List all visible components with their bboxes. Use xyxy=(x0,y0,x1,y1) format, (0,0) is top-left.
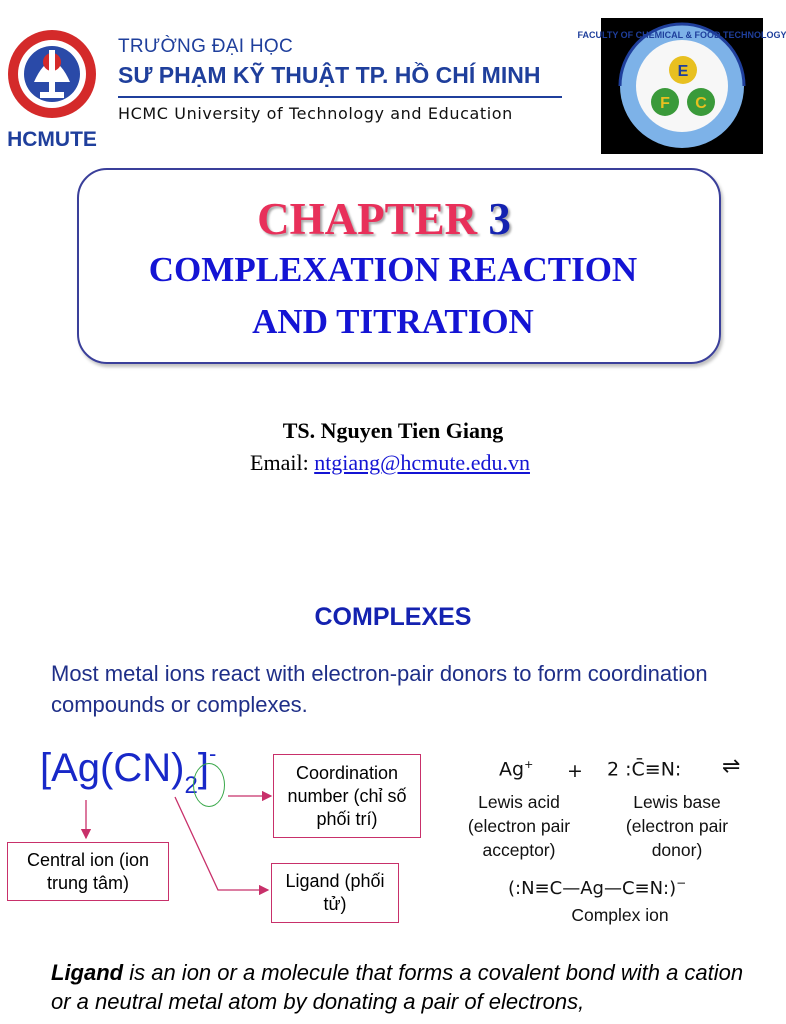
university-line1: TRƯỜNG ĐẠI HỌC xyxy=(118,36,293,57)
reaction-plus: + xyxy=(567,760,583,782)
central-ion-box xyxy=(7,842,169,901)
email-link[interactable]: ntgiang@hcmute.edu.vn xyxy=(314,450,530,475)
author-name: TS. Nguyen Tien Giang xyxy=(282,418,504,443)
lewis-base-label: Lewis base (electron pair donor) xyxy=(625,792,729,860)
section-title: COMPLEXES xyxy=(314,603,472,631)
hcmute-logo xyxy=(4,22,100,150)
svg-text:HCMUTE: HCMUTE xyxy=(7,128,97,151)
ligand-box xyxy=(271,863,399,923)
chapter-title-line2: AND TITRATION xyxy=(252,302,534,341)
definition-text: is an ion or a molecule that forms a covalent bond with a cation or a neutral metal atom by donating a pair of electrons, xyxy=(51,960,744,1014)
arrow-to-ligand xyxy=(175,797,268,890)
svg-text:E: E xyxy=(677,63,689,80)
university-english-name: HCMC University of Technology and Education xyxy=(118,104,513,123)
reaction-silver-ion: Ag+ xyxy=(499,758,534,781)
coordination-number-box xyxy=(273,754,421,838)
email-label: Email: xyxy=(250,450,309,475)
lewis-acid-label: Lewis acid (electron pair acceptor) xyxy=(467,792,571,860)
formula-charge: - xyxy=(208,741,217,766)
complex-ion-formula: (:N≡C—Ag—C≡N:)− xyxy=(508,876,687,899)
ligand-label: Ligand (phối tử) xyxy=(285,871,385,914)
coordination-number-label: Coordination number (chỉ số phối trí) xyxy=(287,762,407,829)
complex-ion-label: Complex ion xyxy=(571,905,669,925)
chapter-label: CHAPTER xyxy=(257,194,478,244)
formula-main: [Ag(CN) xyxy=(40,746,185,790)
chapter-number: 3 xyxy=(488,194,511,244)
intro-paragraph: Most metal ions react with electron-pair donors to form coordination compounds or complexes. xyxy=(51,661,708,717)
chapter-heading xyxy=(0,193,768,245)
author-email-line xyxy=(0,450,780,476)
svg-text:FACULTY OF CHEMICAL & FOOD TEC: FACULTY OF CHEMICAL & FOOD TECHNOLOGY xyxy=(577,30,786,40)
central-ion-label: Central ion (ion trung tâm) xyxy=(26,849,150,893)
chapter-title-line1: COMPLEXATION REACTION xyxy=(148,250,638,289)
svg-text:C: C xyxy=(695,95,707,112)
subscript-highlight-circle xyxy=(193,763,225,807)
faculty-logo xyxy=(577,18,786,154)
ligand-definition xyxy=(51,958,751,1016)
header-divider xyxy=(118,96,562,98)
equilibrium-arrow-icon: ⇌ xyxy=(722,754,741,779)
complex-formula xyxy=(40,741,217,799)
formula-subscript: 2 xyxy=(184,772,198,799)
reaction-cyanide: 2 :C̄≡N: xyxy=(607,758,682,781)
svg-text:F: F xyxy=(660,95,670,112)
university-line2: SƯ PHẠM KỸ THUẬT TP. HỒ CHÍ MINH xyxy=(118,62,541,88)
formula-close: ] xyxy=(197,746,209,790)
definition-term: Ligand xyxy=(51,960,124,985)
